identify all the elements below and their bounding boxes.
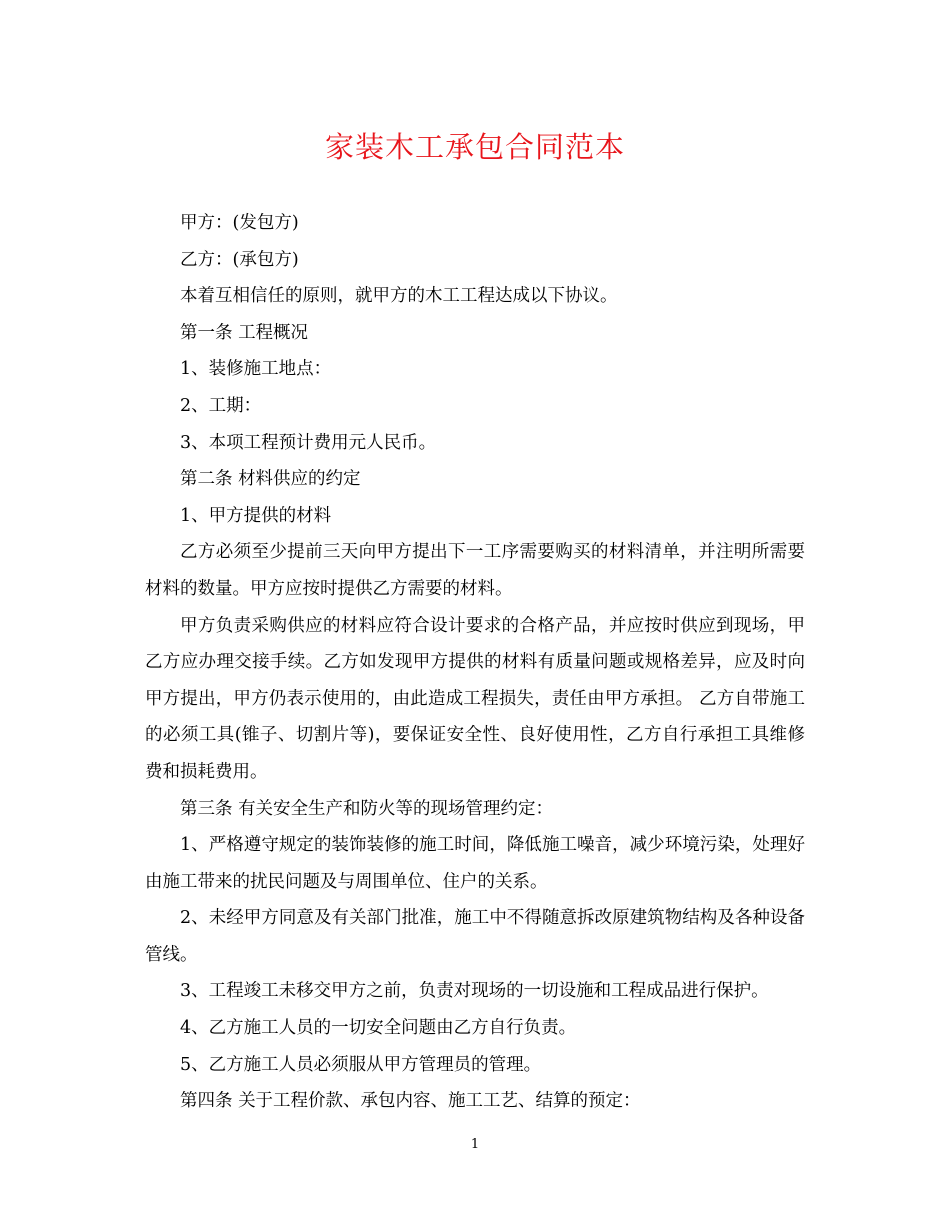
article-2-heading: 第二条 材料供应的约定 — [180, 469, 361, 490]
article-4-heading: 第四条 关于工程价款、承包内容、施工工艺、结算的预定： — [180, 1091, 641, 1112]
article-3-item-1: 1、严格遵守规定的装饰装修的施工时间，降低施工噪音，减少环境污染，处理好由施工带来的扰民问题及与周围单位、住户的关系。 — [145, 835, 805, 892]
article-1-item-1: 1、装修施工地点： — [180, 359, 332, 380]
article-1-heading: 第一条 工程概况 — [180, 322, 309, 343]
article-1-item-2: 2、工期： — [180, 395, 262, 416]
party-b-line: 乙方：(承包方) — [180, 249, 299, 270]
party-a-line: 甲方：(发包方) — [180, 213, 299, 233]
article-3-item-5: 5、乙方施工人员必须服从甲方管理员的管理。 — [180, 1054, 542, 1075]
page-number: 1 — [470, 1137, 480, 1152]
article-3-item-2: 2、未经甲方同意及有关部门批准，施工中不得随意拆改原建筑物结构及各种设备管线。 — [145, 908, 805, 965]
document-title: 家装木工承包合同范本 — [324, 130, 625, 164]
article-2-paragraph-2: 甲方负责采购供应的材料应符合设计要求的合格产品，并应按时供应到现场，甲乙方应办理交接手续。乙方如发现甲方提供的材料有质量问题或规格差异，应及时向甲方提出，甲方仍表示使用的，由此造成工程损失，责任由甲方承担。 乙方自带施工的必须工具(锥子、切割片等)，要保证安全性、良好使用性，乙方自行承担工具维修费和损耗费用。 — [145, 615, 805, 782]
document-body — [145, 205, 805, 1120]
preamble-paragraph: 本着互相信任的原则，就甲方的木工工程达成以下协议。 — [180, 286, 618, 307]
article-2-paragraph-1: 乙方必须至少提前三天向甲方提出下一工序需要购买的材料清单，并注明所需要材料的数量。甲方应按时提供乙方需要的材料。 — [145, 542, 805, 599]
article-3-heading: 第三条 有关安全生产和防火等的现场管理约定： — [180, 798, 554, 819]
article-3-item-3: 3、工程竣工未移交甲方之前，负责对现场的一切设施和工程成品进行保护。 — [180, 981, 769, 1002]
article-2-item-1: 1、甲方提供的材料 — [180, 505, 332, 526]
article-3-item-4: 4、乙方施工人员的一切安全问题由乙方自行负责。 — [180, 1018, 577, 1039]
article-1-item-3: 3、本项工程预计费用元人民币。 — [180, 432, 437, 453]
